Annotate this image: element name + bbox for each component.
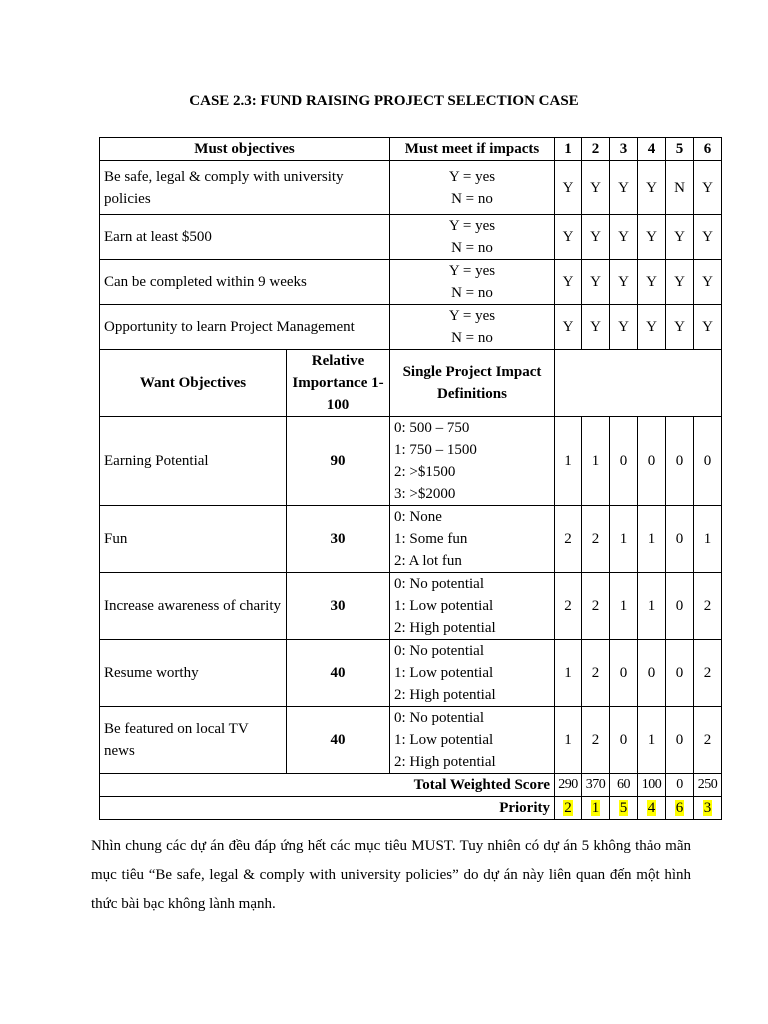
impact-score-cell: 1	[582, 417, 610, 506]
relative-importance-header: Relative Importance 1-100	[287, 350, 390, 417]
impact-score-cell: 2	[582, 506, 610, 573]
must-value-cell: Y	[555, 161, 582, 215]
project-number-header: 6	[694, 138, 722, 161]
impact-score-cell: 1	[555, 640, 582, 707]
definition-line: 1: Low potential	[394, 598, 494, 614]
impact-score-cell: 2	[694, 573, 722, 640]
definition-line: 0: No potential	[394, 710, 484, 726]
definition-line: 2: A lot fun	[394, 553, 462, 569]
table-row	[100, 350, 722, 417]
total-score-cell: 290	[555, 774, 582, 797]
impact-score-cell: 0	[666, 417, 694, 506]
must-value-cell: Y	[610, 260, 638, 305]
must-meet-definition	[390, 215, 555, 260]
want-objectives-header: Want Objectives	[100, 350, 287, 417]
must-value-cell: Y	[582, 305, 610, 350]
must-meet-definition	[390, 305, 555, 350]
priority-cell	[694, 797, 722, 820]
definition-line: 0: 500 – 750	[394, 420, 470, 436]
definition-line: 1: Low potential	[394, 665, 494, 681]
table-row	[100, 161, 722, 215]
must-value-cell: Y	[666, 305, 694, 350]
must-value-cell: Y	[638, 305, 666, 350]
impact-score-cell: 0	[610, 417, 638, 506]
impact-definitions	[390, 506, 555, 573]
priority-label: Priority	[100, 797, 555, 820]
impact-score-cell: 2	[555, 573, 582, 640]
impact-score-cell: 2	[582, 573, 610, 640]
priority-cell	[555, 797, 582, 820]
impact-definitions-header: Single Project Impact Definitions	[390, 350, 555, 417]
impact-score-cell: 1	[610, 573, 638, 640]
impact-score-cell: 0	[666, 573, 694, 640]
table-row	[100, 417, 722, 506]
importance-value: 90	[287, 417, 390, 506]
must-objective-label: Opportunity to learn Project Management	[100, 305, 390, 350]
definition-line: 1: 750 – 1500	[394, 442, 477, 458]
impact-score-cell: 0	[694, 417, 722, 506]
impact-score-cell: 2	[694, 707, 722, 774]
impact-score-cell: 0	[666, 506, 694, 573]
table-row	[100, 640, 722, 707]
impact-score-cell: 2	[582, 640, 610, 707]
impact-score-cell: 2	[694, 640, 722, 707]
must-value-cell: Y	[582, 260, 610, 305]
definition-line: 0: No potential	[394, 643, 484, 659]
must-value-cell: Y	[555, 260, 582, 305]
impact-score-cell: 2	[555, 506, 582, 573]
must-value-cell: Y	[610, 161, 638, 215]
definition-line: 1: Some fun	[394, 531, 468, 547]
definition-line: 2: High potential	[394, 754, 496, 770]
impact-score-cell: 0	[666, 707, 694, 774]
want-objective-label: Be featured on local TV news	[100, 707, 287, 774]
must-value-cell: Y	[666, 260, 694, 305]
impact-score-cell: 0	[638, 640, 666, 707]
table-row	[100, 707, 722, 774]
yes-definition: Y = yes	[448, 168, 496, 185]
must-value-cell: Y	[582, 161, 610, 215]
must-objective-label: Can be completed within 9 weeks	[100, 260, 390, 305]
must-meet-header: Must meet if impacts	[390, 138, 555, 161]
want-objective-label: Increase awareness of charity	[100, 573, 287, 640]
total-score-cell: 370	[582, 774, 610, 797]
no-definition: N = no	[451, 285, 493, 301]
project-number-header: 2	[582, 138, 610, 161]
definition-line: 0: None	[394, 509, 442, 525]
priority-cell	[666, 797, 694, 820]
must-meet-definition	[390, 260, 555, 305]
impact-definitions	[390, 640, 555, 707]
must-value-cell: Y	[638, 260, 666, 305]
priority-value: 6	[675, 800, 684, 816]
priority-value: 3	[703, 800, 712, 816]
priority-cell	[638, 797, 666, 820]
impact-definitions	[390, 573, 555, 640]
impact-score-cell: 0	[610, 640, 638, 707]
table-row	[100, 797, 722, 820]
yes-definition: Y = yes	[448, 263, 496, 279]
priority-value: 1	[591, 800, 600, 816]
no-definition: N = no	[451, 190, 493, 207]
must-objectives-header: Must objectives	[100, 138, 390, 161]
project-number-header: 5	[666, 138, 694, 161]
no-definition: N = no	[451, 330, 493, 346]
definition-line: 2: High potential	[394, 687, 496, 703]
impact-score-cell: 1	[555, 707, 582, 774]
table-row	[100, 506, 722, 573]
impact-score-cell: 1	[638, 707, 666, 774]
want-objective-label: Earning Potential	[100, 417, 287, 506]
must-objective-label: Be safe, legal & comply with university policies	[100, 161, 390, 215]
impact-score-cell: 1	[638, 506, 666, 573]
must-objective-label: Earn at least $500	[100, 215, 390, 260]
impact-score-cell: 0	[610, 707, 638, 774]
importance-value: 40	[287, 707, 390, 774]
must-value-cell: Y	[582, 215, 610, 260]
empty-header-cell	[555, 350, 722, 417]
summary-paragraph: Nhìn chung các dự án đều đáp ứng hết các mục tiêu MUST. Tuy nhiên có dự án 5 không thảo mãn mục tiêu “Be safe, legal & comply with university policies” do dự án này liên quan đến một hình thức bài bạc không lành mạnh.	[91, 838, 691, 912]
total-score-cell: 60	[610, 774, 638, 797]
priority-cell	[610, 797, 638, 820]
must-value-cell: Y	[610, 215, 638, 260]
impact-score-cell: 1	[694, 506, 722, 573]
project-number-header: 3	[610, 138, 638, 161]
must-value-cell: Y	[610, 305, 638, 350]
definition-line: 3: >$2000	[394, 486, 456, 502]
table-row	[100, 215, 722, 260]
must-value-cell: Y	[694, 260, 722, 305]
must-value-cell: Y	[555, 215, 582, 260]
importance-value: 30	[287, 573, 390, 640]
project-number-header: 1	[555, 138, 582, 161]
definition-line: 2: High potential	[394, 620, 496, 636]
must-value-cell: Y	[694, 305, 722, 350]
must-value-cell: N	[666, 161, 694, 215]
impact-score-cell: 1	[555, 417, 582, 506]
no-definition: N = no	[451, 240, 493, 256]
table-row	[100, 260, 722, 305]
table-row	[100, 138, 722, 161]
page-title: CASE 2.3: FUND RAISING PROJECT SELECTION CASE	[189, 93, 579, 109]
total-score-cell: 0	[666, 774, 694, 797]
project-selection-table	[99, 137, 722, 820]
importance-value: 30	[287, 506, 390, 573]
impact-definitions	[390, 707, 555, 774]
definition-line: 2: >$1500	[394, 464, 456, 480]
yes-definition: Y = yes	[448, 308, 496, 324]
impact-score-cell: 0	[666, 640, 694, 707]
definition-line: 1: Low potential	[394, 732, 494, 748]
table-row	[100, 774, 722, 797]
must-value-cell: Y	[555, 305, 582, 350]
table-row	[100, 305, 722, 350]
yes-definition: Y = yes	[448, 218, 496, 234]
total-score-cell: 250	[694, 774, 722, 797]
priority-cell	[582, 797, 610, 820]
must-value-cell: Y	[638, 215, 666, 260]
table-row	[100, 573, 722, 640]
project-number-header: 4	[638, 138, 666, 161]
impact-score-cell: 1	[638, 573, 666, 640]
priority-value: 2	[564, 800, 572, 816]
impact-definitions	[390, 417, 555, 506]
must-value-cell: Y	[638, 161, 666, 215]
importance-value: 40	[287, 640, 390, 707]
priority-value: 4	[647, 800, 656, 816]
want-objective-label: Fun	[100, 506, 287, 573]
priority-value: 5	[619, 800, 628, 816]
impact-score-cell: 1	[610, 506, 638, 573]
must-value-cell: Y	[666, 215, 694, 260]
total-score-cell: 100	[638, 774, 666, 797]
impact-score-cell: 2	[582, 707, 610, 774]
total-weighted-score-label: Total Weighted Score	[100, 774, 555, 797]
must-value-cell: Y	[694, 161, 722, 215]
definition-line: 0: No potential	[394, 576, 484, 592]
must-meet-definition	[390, 161, 555, 215]
want-objective-label: Resume worthy	[100, 640, 287, 707]
must-value-cell: Y	[694, 215, 722, 260]
impact-score-cell: 0	[638, 417, 666, 506]
